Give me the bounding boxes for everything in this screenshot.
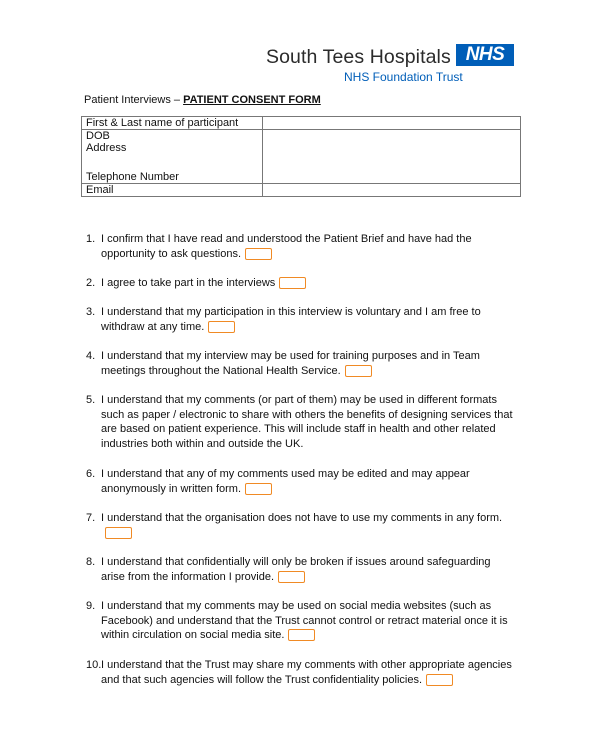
statement-text: I understand that the Trust may share my comments with other appropriate agencies and that such agencies will follow the Trust confidentiality policies.	[101, 659, 512, 686]
address-label: Address	[86, 142, 127, 154]
telephone-label: Telephone Number	[86, 171, 179, 183]
statement-number: 7.	[86, 512, 96, 524]
statement-text: I understand that my comments (or part of them) may be used in different formats such as paper / electronic to share with others the benefits of designing services that are based on patient experience. This will include staff in health and other related industries both within and outside the UK.	[101, 394, 513, 450]
form-title-prefix: Patient Interviews –	[84, 94, 184, 106]
name-field[interactable]	[263, 117, 521, 130]
statement-number: 3.	[86, 306, 96, 318]
form-title	[84, 94, 321, 106]
form-title-main: PATIENT CONSENT FORM	[183, 94, 321, 106]
statement-number: 1.	[86, 233, 96, 245]
dob-address-field[interactable]	[263, 130, 521, 184]
consent-checkbox[interactable]	[278, 571, 305, 583]
consent-checkbox[interactable]	[345, 365, 372, 377]
email-label: Email	[82, 184, 263, 197]
dob-address-label-cell	[82, 130, 263, 184]
statement-number: 9.	[86, 600, 96, 612]
statement-number: 8.	[86, 556, 96, 568]
consent-checkbox[interactable]	[245, 483, 272, 495]
statement-text: I confirm that I have read and understood the Patient Brief and have had the opportunity to ask questions.	[101, 233, 472, 260]
statement-text: I understand that my participation in this interview is voluntary and I am free to withdraw at any time.	[101, 306, 481, 333]
dob-label: DOB	[86, 130, 110, 142]
consent-checkbox[interactable]	[279, 277, 306, 289]
statement-text: I understand that any of my comments used may be edited and may appear anonymously in written form.	[101, 468, 470, 495]
consent-checkbox[interactable]	[208, 321, 235, 333]
name-label: First & Last name of participant	[82, 117, 263, 130]
statement-text: I understand that my comments may be used on social media websites (such as Facebook) and understand that the Trust cannot control or retract material once it is within circulation on social media site.	[101, 600, 508, 642]
statement-text: I understand that confidentially will only be broken if issues around safeguarding arise from the information I provide.	[101, 556, 491, 583]
trust-name: NHS Foundation Trust	[344, 70, 463, 84]
header	[266, 42, 526, 86]
consent-checkbox[interactable]	[288, 629, 315, 641]
statement-number: 6.	[86, 468, 96, 480]
statement-text: I understand that the organisation does not have to use my comments in any form.	[101, 512, 503, 524]
statement-text: I agree to take part in the interviews	[101, 277, 276, 289]
consent-checkbox[interactable]	[245, 248, 272, 260]
consent-checkbox[interactable]	[426, 674, 453, 686]
statement-number: 10.	[86, 659, 102, 671]
email-field[interactable]	[263, 184, 521, 197]
statement-number: 4.	[86, 350, 96, 362]
statement-text: I understand that my interview may be used for training purposes and in Team meetings throughout the National Health Service.	[101, 350, 480, 377]
consent-checkbox[interactable]	[105, 527, 132, 539]
statement-number: 2.	[86, 277, 96, 289]
nhs-logo: NHS	[456, 44, 514, 66]
org-name: South Tees Hospitals	[266, 46, 451, 68]
participant-details-table	[81, 116, 521, 197]
statement-number: 5.	[86, 394, 96, 406]
